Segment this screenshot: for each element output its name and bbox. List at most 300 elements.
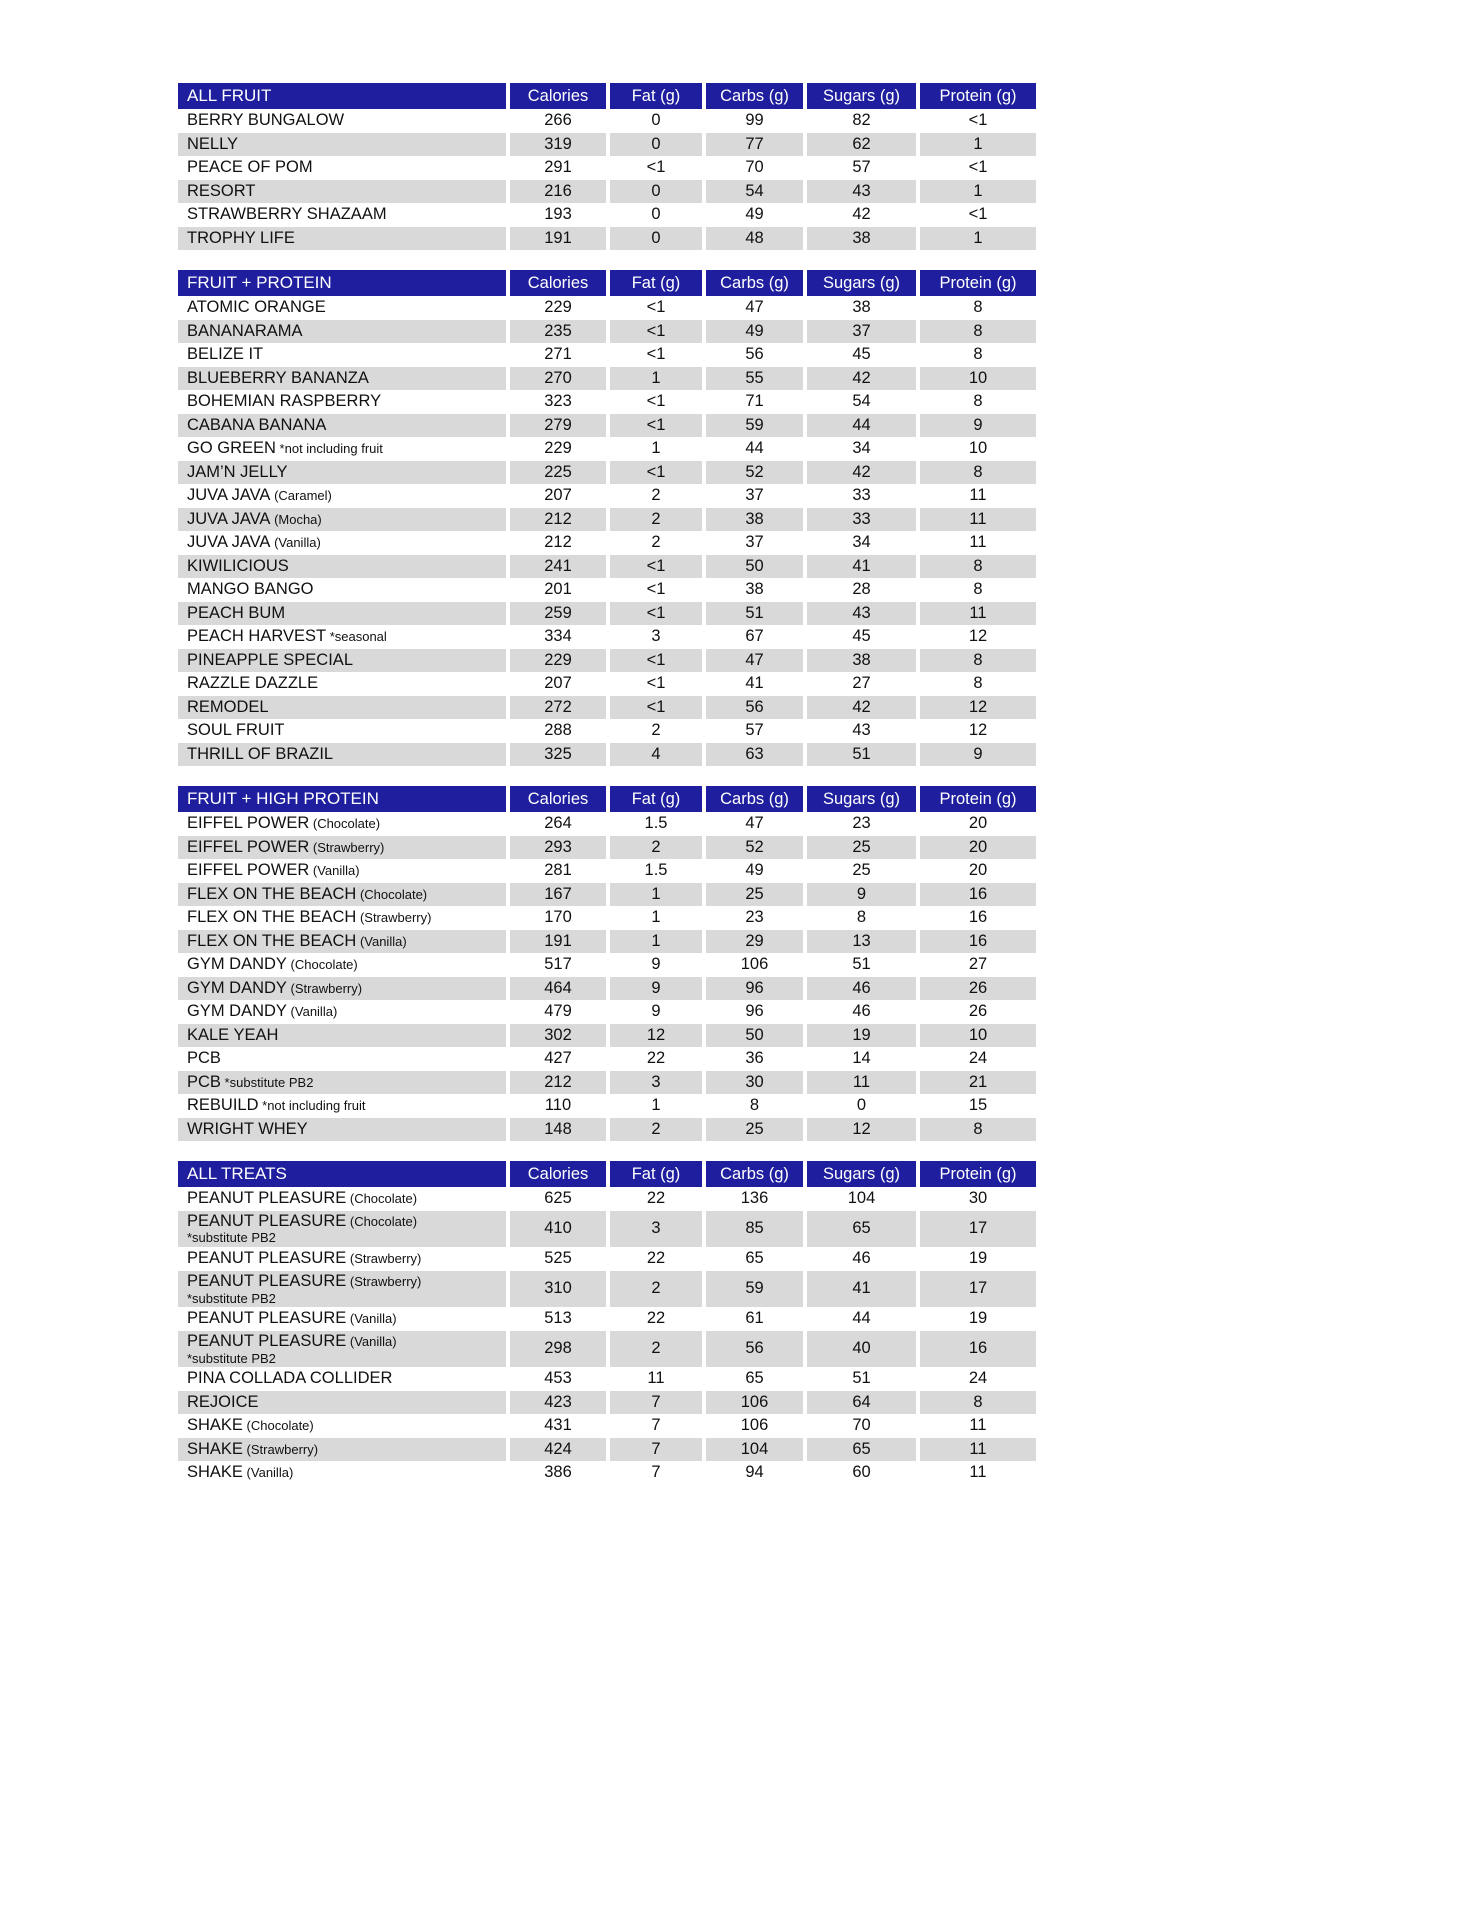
table-row xyxy=(178,343,1036,367)
nutrition-value: 1 xyxy=(606,906,702,930)
nutrition-value: 29 xyxy=(702,930,803,954)
table-row xyxy=(178,1307,1036,1331)
nutrition-value: 41 xyxy=(702,672,803,696)
item-name-text: PINEAPPLE SPECIAL xyxy=(187,650,353,669)
item-note: (Strawberry) xyxy=(356,910,432,926)
nutrition-value: 22 xyxy=(606,1247,702,1271)
nutrition-value: 9 xyxy=(606,953,702,977)
nutrition-value: 12 xyxy=(916,625,1036,649)
item-name xyxy=(178,343,506,367)
table-row xyxy=(178,508,1036,532)
table-row xyxy=(178,719,1036,743)
nutrition-value: 423 xyxy=(506,1391,606,1415)
table-row xyxy=(178,390,1036,414)
nutrition-value: <1 xyxy=(606,649,702,673)
nutrition-value: 106 xyxy=(702,1414,803,1438)
item-name-text: REJOICE xyxy=(187,1392,259,1411)
nutrition-value: 193 xyxy=(506,203,606,227)
table-row xyxy=(178,1094,1036,1118)
item-note: (Vanilla) xyxy=(309,863,360,879)
nutrition-value: 64 xyxy=(803,1391,916,1415)
item-name xyxy=(178,156,506,180)
nutrition-value: 71 xyxy=(702,390,803,414)
table-row xyxy=(178,812,1036,836)
item-note: (Chocolate) xyxy=(356,886,428,902)
item-name-text: PCB xyxy=(187,1049,221,1068)
item-name xyxy=(178,1094,506,1118)
nutrition-value: 2 xyxy=(606,508,702,532)
nutrition-value: 0 xyxy=(606,133,702,157)
nutrition-value: 51 xyxy=(803,953,916,977)
item-note-second-line: *substitute PB2 xyxy=(187,1230,276,1246)
table-header-row xyxy=(178,786,1036,812)
item-note: (Chocolate) xyxy=(346,1191,418,1207)
nutrition-value: 625 xyxy=(506,1187,606,1211)
table-row xyxy=(178,578,1036,602)
nutrition-value: 28 xyxy=(803,578,916,602)
nutrition-value: 65 xyxy=(702,1367,803,1391)
table-row xyxy=(178,1414,1036,1438)
table-row xyxy=(178,180,1036,204)
nutrition-value: 37 xyxy=(702,531,803,555)
nutrition-value: 279 xyxy=(506,414,606,438)
item-name-text: REBUILD xyxy=(187,1096,259,1115)
nutrition-value: 8 xyxy=(916,649,1036,673)
item-name-text: PCB xyxy=(187,1072,221,1091)
nutrition-value: 22 xyxy=(606,1307,702,1331)
nutrition-value: 57 xyxy=(803,156,916,180)
nutrition-value: 77 xyxy=(702,133,803,157)
item-name-text: PEACH BUM xyxy=(187,603,286,622)
nutrition-value: 50 xyxy=(702,1024,803,1048)
nutrition-value: <1 xyxy=(606,320,702,344)
nutrition-value: 1.5 xyxy=(606,859,702,883)
nutrition-value: 323 xyxy=(506,390,606,414)
item-name xyxy=(178,531,506,555)
item-name-text: SHAKE xyxy=(187,1463,243,1482)
nutrition-value: 0 xyxy=(606,109,702,133)
nutrition-value: 20 xyxy=(916,859,1036,883)
table-header-row xyxy=(178,1161,1036,1187)
nutrition-value: 212 xyxy=(506,1071,606,1095)
item-name xyxy=(178,109,506,133)
item-name-text: SOUL FRUIT xyxy=(187,721,285,740)
nutrition-value: 24 xyxy=(916,1367,1036,1391)
nutrition-value: 38 xyxy=(803,227,916,251)
table-row xyxy=(178,859,1036,883)
item-name-text: GO GREEN xyxy=(187,439,276,458)
item-name xyxy=(178,859,506,883)
nutrition-value: 136 xyxy=(702,1187,803,1211)
nutrition-value: 23 xyxy=(803,812,916,836)
table-row xyxy=(178,203,1036,227)
nutrition-value: 38 xyxy=(803,649,916,673)
item-name-text: PEANUT PLEASURE xyxy=(187,1189,347,1208)
nutrition-value: 49 xyxy=(702,859,803,883)
nutrition-value: 207 xyxy=(506,484,606,508)
item-name-text: FLEX ON THE BEACH xyxy=(187,908,357,927)
nutrition-value: 65 xyxy=(702,1247,803,1271)
item-name-text: PEANUT PLEASURE xyxy=(187,1271,347,1290)
nutrition-value: 11 xyxy=(916,508,1036,532)
item-name-text: GYM DANDY xyxy=(187,978,287,997)
nutrition-value: 1 xyxy=(916,133,1036,157)
nutrition-value: 10 xyxy=(916,437,1036,461)
nutrition-value: 9 xyxy=(916,743,1036,767)
nutrition-value: 104 xyxy=(803,1187,916,1211)
item-name-text: PINA COLLADA COLLIDER xyxy=(187,1369,393,1388)
item-name xyxy=(178,649,506,673)
nutrition-value: 2 xyxy=(606,484,702,508)
nutrition-value: 41 xyxy=(803,555,916,579)
item-name xyxy=(178,1461,506,1485)
section-title: FRUIT + HIGH PROTEIN xyxy=(178,786,506,812)
nutrition-value: 96 xyxy=(702,1000,803,1024)
nutrition-value: 229 xyxy=(506,649,606,673)
nutrition-value: 26 xyxy=(916,977,1036,1001)
item-name xyxy=(178,227,506,251)
nutrition-value: 11 xyxy=(803,1071,916,1095)
nutrition-value: 281 xyxy=(506,859,606,883)
item-note: (Vanilla) xyxy=(286,1004,338,1020)
nutrition-value: 1 xyxy=(606,437,702,461)
item-name xyxy=(178,320,506,344)
column-header: Sugars (g) xyxy=(803,83,916,109)
item-name xyxy=(178,883,506,907)
table-row xyxy=(178,555,1036,579)
nutrition-value: 42 xyxy=(803,696,916,720)
nutrition-value: 264 xyxy=(506,812,606,836)
nutrition-value: 26 xyxy=(916,1000,1036,1024)
item-name xyxy=(178,906,506,930)
nutrition-value: 7 xyxy=(606,1438,702,1462)
nutrition-value: 85 xyxy=(702,1211,803,1248)
nutrition-value: 1 xyxy=(916,180,1036,204)
item-name xyxy=(178,1391,506,1415)
item-name-text: BANANARAMA xyxy=(187,321,303,340)
nutrition-value: 266 xyxy=(506,109,606,133)
item-name-text: RESORT xyxy=(187,181,256,200)
table-row xyxy=(178,367,1036,391)
nutrition-value: 43 xyxy=(803,602,916,626)
item-name xyxy=(178,953,506,977)
item-name-text: STRAWBERRY SHAZAAM xyxy=(187,205,387,224)
nutrition-value: <1 xyxy=(606,296,702,320)
nutrition-value: 19 xyxy=(916,1307,1036,1331)
table-row xyxy=(178,1187,1036,1211)
item-name-text: PEANUT PLEASURE xyxy=(187,1331,347,1350)
nutrition-value: 464 xyxy=(506,977,606,1001)
nutrition-value: 17 xyxy=(916,1271,1036,1308)
nutrition-value: <1 xyxy=(606,602,702,626)
item-name xyxy=(178,930,506,954)
table-row xyxy=(178,109,1036,133)
table-row xyxy=(178,743,1036,767)
table-row xyxy=(178,320,1036,344)
nutrition-value: 38 xyxy=(803,296,916,320)
nutrition-table xyxy=(178,83,1036,250)
item-name-text: ATOMIC ORANGE xyxy=(187,298,326,317)
item-note: (Strawberry) xyxy=(242,1441,319,1457)
nutrition-value: 241 xyxy=(506,555,606,579)
nutrition-value: 22 xyxy=(606,1187,702,1211)
nutrition-value: 0 xyxy=(606,227,702,251)
column-header: Protein (g) xyxy=(916,83,1036,109)
nutrition-value: 191 xyxy=(506,930,606,954)
nutrition-value: <1 xyxy=(606,156,702,180)
nutrition-value: 51 xyxy=(803,1367,916,1391)
nutrition-value: 13 xyxy=(803,930,916,954)
item-name-text: PEANUT PLEASURE xyxy=(187,1211,347,1230)
item-note: (Mocha) xyxy=(270,511,322,527)
table-row xyxy=(178,977,1036,1001)
nutrition-value: 65 xyxy=(803,1211,916,1248)
nutrition-value: 11 xyxy=(916,1414,1036,1438)
table-row xyxy=(178,1211,1036,1248)
item-name-text: BELIZE IT xyxy=(187,345,264,364)
sections-container xyxy=(178,83,1484,1485)
table-header-row xyxy=(178,83,1036,109)
item-name xyxy=(178,1271,506,1308)
item-name-text: BOHEMIAN RASPBERRY xyxy=(187,392,382,411)
table-row xyxy=(178,625,1036,649)
nutrition-value: 99 xyxy=(702,109,803,133)
nutrition-value: 302 xyxy=(506,1024,606,1048)
item-name xyxy=(178,1024,506,1048)
nutrition-value: 37 xyxy=(803,320,916,344)
nutrition-value: 259 xyxy=(506,602,606,626)
item-name xyxy=(178,1211,506,1248)
column-header: Sugars (g) xyxy=(803,786,916,812)
nutrition-value: 410 xyxy=(506,1211,606,1248)
nutrition-value: 30 xyxy=(702,1071,803,1095)
nutrition-value: 16 xyxy=(916,883,1036,907)
nutrition-value: 235 xyxy=(506,320,606,344)
item-name xyxy=(178,437,506,461)
column-header: Calories xyxy=(506,786,606,812)
nutrition-value: 11 xyxy=(916,602,1036,626)
nutrition-value: 49 xyxy=(702,320,803,344)
nutrition-value: 25 xyxy=(803,836,916,860)
table-row xyxy=(178,836,1036,860)
item-name-text: JUVA JAVA xyxy=(187,509,271,528)
nutrition-value: 54 xyxy=(702,180,803,204)
nutrition-value: 298 xyxy=(506,1331,606,1368)
nutrition-value: 1 xyxy=(606,883,702,907)
item-name-text: PEACH HARVEST xyxy=(187,627,327,646)
column-header: Carbs (g) xyxy=(702,1161,803,1187)
nutrition-value: 270 xyxy=(506,367,606,391)
item-name-text: WRIGHT WHEY xyxy=(187,1119,308,1138)
nutrition-value: 110 xyxy=(506,1094,606,1118)
nutrition-value: 30 xyxy=(916,1187,1036,1211)
item-name xyxy=(178,1071,506,1095)
nutrition-value: 1.5 xyxy=(606,812,702,836)
nutrition-value: 2 xyxy=(606,836,702,860)
nutrition-value: 525 xyxy=(506,1247,606,1271)
item-name-text: THRILL OF BRAZIL xyxy=(187,744,334,763)
item-name xyxy=(178,719,506,743)
table-row xyxy=(178,296,1036,320)
table-row xyxy=(178,649,1036,673)
nutrition-value: 52 xyxy=(702,836,803,860)
nutrition-value: 11 xyxy=(916,1461,1036,1485)
item-note: (Strawberry) xyxy=(346,1251,422,1267)
nutrition-value: 11 xyxy=(606,1367,702,1391)
item-name xyxy=(178,836,506,860)
nutrition-value: 49 xyxy=(702,203,803,227)
nutrition-value: 38 xyxy=(702,578,803,602)
column-header: Calories xyxy=(506,1161,606,1187)
nutrition-value: 52 xyxy=(702,461,803,485)
table-row xyxy=(178,531,1036,555)
nutrition-value: 46 xyxy=(803,1000,916,1024)
nutrition-value: <1 xyxy=(916,109,1036,133)
nutrition-value: 59 xyxy=(702,1271,803,1308)
nutrition-value: 43 xyxy=(803,180,916,204)
table-row xyxy=(178,602,1036,626)
nutrition-value: 104 xyxy=(702,1438,803,1462)
item-name-text: MANGO BANGO xyxy=(187,580,314,599)
item-note: (Strawberry) xyxy=(309,839,385,855)
table-row xyxy=(178,1000,1036,1024)
table-row xyxy=(178,1118,1036,1142)
nutrition-value: 45 xyxy=(803,343,916,367)
nutrition-value: 2 xyxy=(606,1271,702,1308)
nutrition-value: 170 xyxy=(506,906,606,930)
nutrition-value: <1 xyxy=(916,156,1036,180)
column-header: Carbs (g) xyxy=(702,786,803,812)
nutrition-value: 45 xyxy=(803,625,916,649)
column-header: Calories xyxy=(506,83,606,109)
nutrition-value: 9 xyxy=(803,883,916,907)
nutrition-value: 225 xyxy=(506,461,606,485)
nutrition-value: 94 xyxy=(702,1461,803,1485)
item-name-text: GYM DANDY xyxy=(187,1002,287,1021)
table-row xyxy=(178,906,1036,930)
nutrition-value: 46 xyxy=(803,977,916,1001)
table-row xyxy=(178,1461,1036,1485)
nutrition-value: 8 xyxy=(916,390,1036,414)
nutrition-value: 2 xyxy=(606,1331,702,1368)
item-name-text: PEACE OF POM xyxy=(187,158,313,177)
nutrition-value: 11 xyxy=(916,531,1036,555)
nutrition-value: 34 xyxy=(803,531,916,555)
item-name-text: NELLY xyxy=(187,134,239,153)
nutrition-value: 8 xyxy=(916,1391,1036,1415)
nutrition-value: 16 xyxy=(916,1331,1036,1368)
item-name xyxy=(178,625,506,649)
nutrition-value: 3 xyxy=(606,1071,702,1095)
table-row xyxy=(178,883,1036,907)
nutrition-value: 3 xyxy=(606,1211,702,1248)
nutrition-value: 0 xyxy=(803,1094,916,1118)
column-header: Fat (g) xyxy=(606,83,702,109)
nutrition-value: 207 xyxy=(506,672,606,696)
item-name xyxy=(178,367,506,391)
nutrition-value: 513 xyxy=(506,1307,606,1331)
item-name xyxy=(178,1000,506,1024)
item-name xyxy=(178,1247,506,1271)
nutrition-value: 96 xyxy=(702,977,803,1001)
nutrition-value: 10 xyxy=(916,367,1036,391)
nutrition-value: 11 xyxy=(916,1438,1036,1462)
nutrition-value: 42 xyxy=(803,461,916,485)
nutrition-value: 291 xyxy=(506,156,606,180)
nutrition-value: 12 xyxy=(916,719,1036,743)
nutrition-value: 8 xyxy=(916,296,1036,320)
nutrition-value: 11 xyxy=(916,484,1036,508)
item-name-text: EIFFEL POWER xyxy=(187,861,310,880)
nutrition-value: 48 xyxy=(702,227,803,251)
nutrition-value: 16 xyxy=(916,930,1036,954)
nutrition-value: 212 xyxy=(506,508,606,532)
nutrition-value: 12 xyxy=(803,1118,916,1142)
nutrition-value: 7 xyxy=(606,1391,702,1415)
nutrition-value: <1 xyxy=(606,672,702,696)
nutrition-value: 8 xyxy=(916,555,1036,579)
nutrition-value: <1 xyxy=(606,343,702,367)
item-name xyxy=(178,1367,506,1391)
section-title: FRUIT + PROTEIN xyxy=(178,270,506,296)
nutrition-value: 42 xyxy=(803,203,916,227)
nutrition-value: 319 xyxy=(506,133,606,157)
item-note: *not including fruit xyxy=(258,1098,366,1114)
nutrition-value: 67 xyxy=(702,625,803,649)
nutrition-value: 8 xyxy=(803,906,916,930)
nutrition-value: 44 xyxy=(803,414,916,438)
nutrition-value: 25 xyxy=(803,859,916,883)
nutrition-value: 43 xyxy=(803,719,916,743)
nutrition-value: 42 xyxy=(803,367,916,391)
nutrition-value: 453 xyxy=(506,1367,606,1391)
table-row xyxy=(178,930,1036,954)
item-name xyxy=(178,390,506,414)
nutrition-value: 167 xyxy=(506,883,606,907)
nutrition-value: 34 xyxy=(803,437,916,461)
nutrition-value: 1 xyxy=(606,1094,702,1118)
nutrition-value: 12 xyxy=(606,1024,702,1048)
section-title: ALL FRUIT xyxy=(178,83,506,109)
nutrition-value: 0 xyxy=(606,180,702,204)
item-name-text: JUVA JAVA xyxy=(187,486,271,505)
nutrition-value: 10 xyxy=(916,1024,1036,1048)
item-name xyxy=(178,508,506,532)
nutrition-value: 44 xyxy=(803,1307,916,1331)
item-name xyxy=(178,977,506,1001)
table-row xyxy=(178,133,1036,157)
nutrition-value: 55 xyxy=(702,367,803,391)
nutrition-value: 8 xyxy=(916,578,1036,602)
item-name xyxy=(178,133,506,157)
item-name xyxy=(178,1331,506,1368)
item-name xyxy=(178,555,506,579)
nutrition-value: 272 xyxy=(506,696,606,720)
nutrition-value: <1 xyxy=(606,555,702,579)
nutrition-value: 201 xyxy=(506,578,606,602)
item-name xyxy=(178,602,506,626)
item-name-text: BLUEBERRY BANANZA xyxy=(187,368,369,387)
nutrition-value: 56 xyxy=(702,1331,803,1368)
item-name-text: KALE YEAH xyxy=(187,1025,279,1044)
item-note: (Vanilla) xyxy=(242,1465,294,1481)
item-name-text: EIFFEL POWER xyxy=(187,837,310,856)
nutrition-value: 8 xyxy=(916,672,1036,696)
column-header: Calories xyxy=(506,270,606,296)
nutrition-value: 288 xyxy=(506,719,606,743)
table-row xyxy=(178,1047,1036,1071)
nutrition-value: 293 xyxy=(506,836,606,860)
